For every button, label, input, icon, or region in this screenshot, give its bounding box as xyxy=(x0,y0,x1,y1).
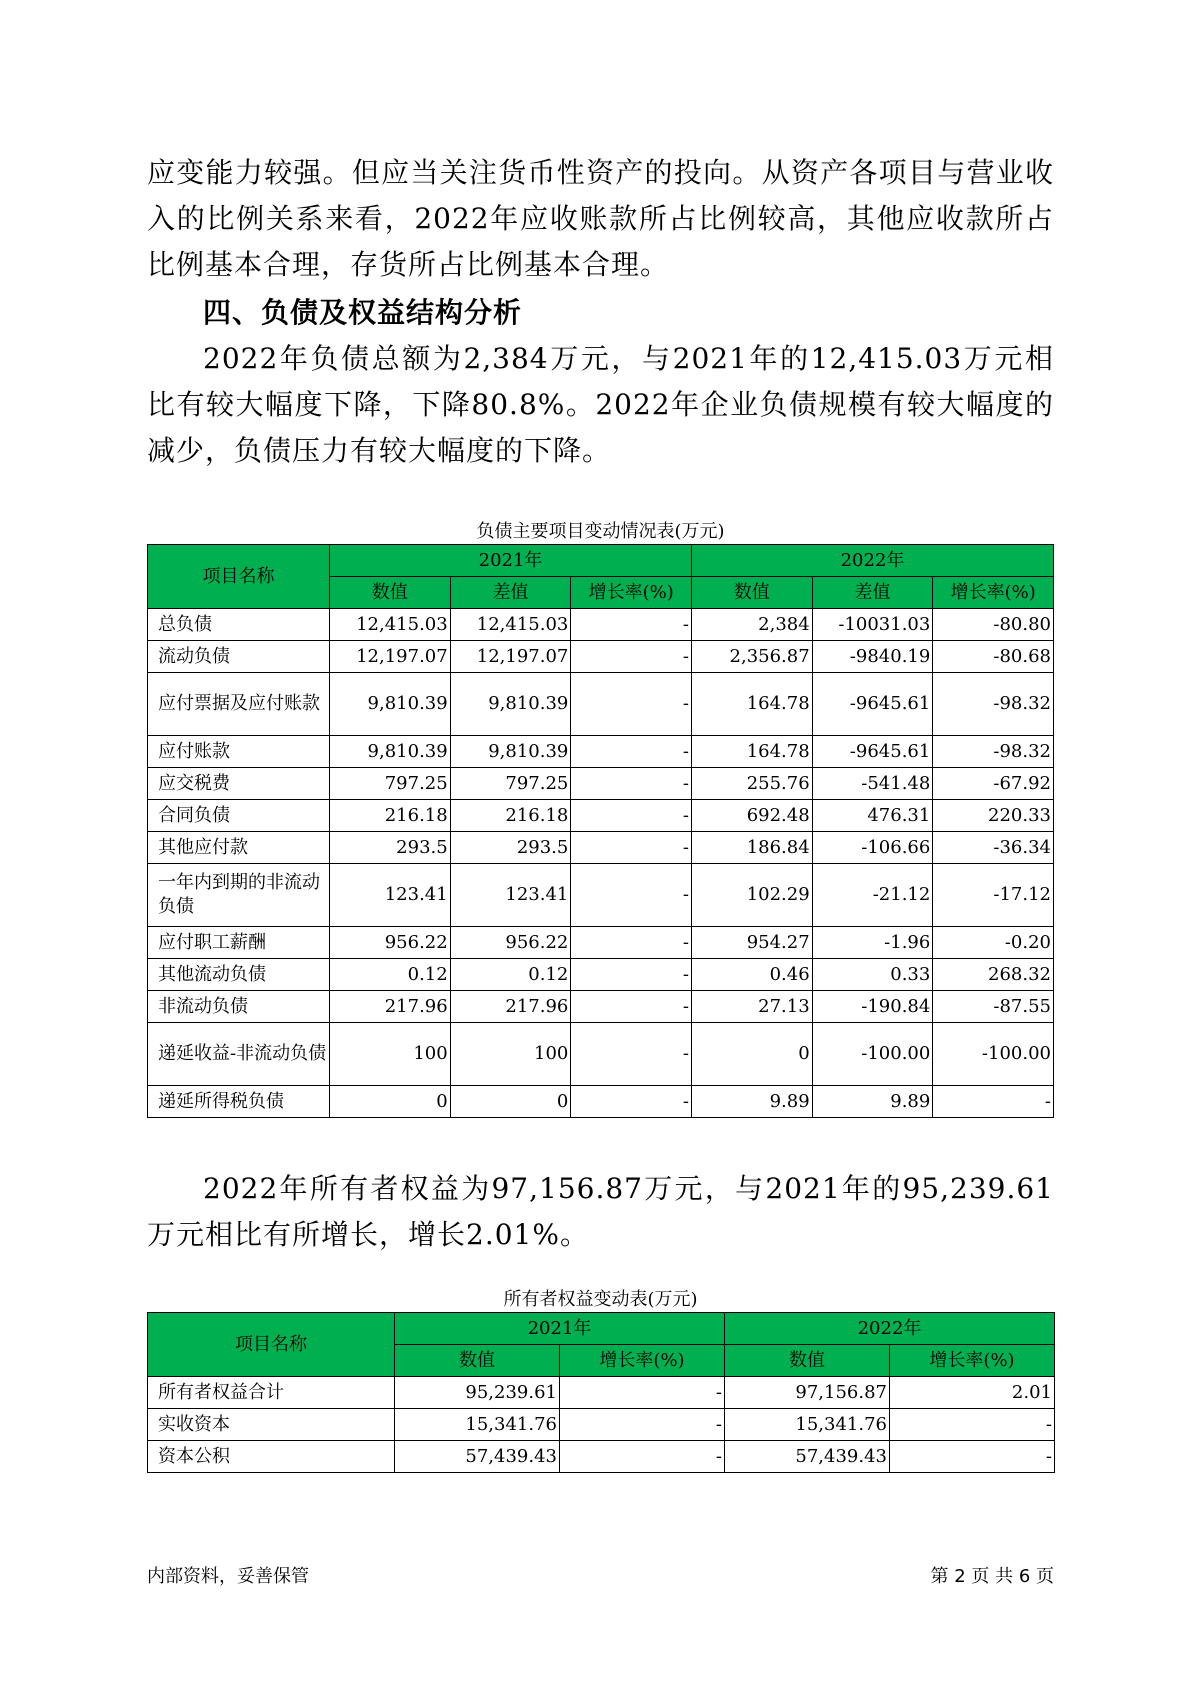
row-name: 一年内到期的非流动负债 xyxy=(148,864,330,927)
row-name: 总负债 xyxy=(148,609,330,641)
growth-2021: - xyxy=(560,1409,725,1441)
growth-2021: - xyxy=(571,800,692,832)
diff-2021: 293.5 xyxy=(450,832,571,864)
row-name: 非流动负债 xyxy=(148,991,330,1023)
diff-2022: 476.31 xyxy=(812,800,933,832)
value-2022: 9.89 xyxy=(692,1086,813,1118)
header-year-2021: 2021年 xyxy=(330,545,692,577)
table-row xyxy=(148,768,1054,800)
growth-2021: - xyxy=(571,1023,692,1086)
growth-2022: -36.34 xyxy=(933,832,1054,864)
diff-2022: -10031.03 xyxy=(812,609,933,641)
header-diff-2022: 差值 xyxy=(812,577,933,609)
table-row xyxy=(148,1409,1055,1441)
diff-2022: 9.89 xyxy=(812,1086,933,1118)
diff-2021: 0 xyxy=(450,1086,571,1118)
growth-2022: -80.68 xyxy=(933,641,1054,673)
diff-2021: 0.12 xyxy=(450,959,571,991)
row-name: 实收资本 xyxy=(148,1409,395,1441)
value-2021: 100 xyxy=(330,1023,451,1086)
growth-2021: - xyxy=(571,927,692,959)
value-2022: 0 xyxy=(692,1023,813,1086)
row-name: 合同负债 xyxy=(148,800,330,832)
value-2022: 255.76 xyxy=(692,768,813,800)
row-name: 其他流动负债 xyxy=(148,959,330,991)
growth-2022: -80.80 xyxy=(933,609,1054,641)
growth-2022: -98.32 xyxy=(933,673,1054,736)
diff-2022: -9645.61 xyxy=(812,736,933,768)
equity-table xyxy=(147,1312,1055,1473)
value-2022: 27.13 xyxy=(692,991,813,1023)
growth-2021: - xyxy=(560,1441,725,1473)
value-2022: 2,384 xyxy=(692,609,813,641)
diff-2022: 0.33 xyxy=(812,959,933,991)
table-row xyxy=(148,641,1054,673)
growth-2021: - xyxy=(571,641,692,673)
growth-2022: - xyxy=(890,1409,1055,1441)
table-row xyxy=(148,991,1054,1023)
liability-table xyxy=(147,544,1054,1118)
growth-2022: -17.12 xyxy=(933,864,1054,927)
diff-2022: -1.96 xyxy=(812,927,933,959)
row-name: 递延所得税负债 xyxy=(148,1086,330,1118)
value-2021: 0.12 xyxy=(330,959,451,991)
value-2022: 2,356.87 xyxy=(692,641,813,673)
value-2021: 95,239.61 xyxy=(395,1377,560,1409)
value-2022: 164.78 xyxy=(692,736,813,768)
header-growth-2021: 增长率(%) xyxy=(571,577,692,609)
equity-header-value-2021: 数值 xyxy=(395,1345,560,1377)
value-2021: 15,341.76 xyxy=(395,1409,560,1441)
value-2022: 97,156.87 xyxy=(725,1377,890,1409)
value-2021: 57,439.43 xyxy=(395,1441,560,1473)
growth-2021: - xyxy=(571,832,692,864)
diff-2022: -190.84 xyxy=(812,991,933,1023)
diff-2021: 9,810.39 xyxy=(450,673,571,736)
growth-2022: -100.00 xyxy=(933,1023,1054,1086)
liability-table-caption: 负债主要项目变动情况表(万元) xyxy=(476,521,725,542)
diff-2022: -9840.19 xyxy=(812,641,933,673)
row-name: 资本公积 xyxy=(148,1441,395,1473)
diff-2021: 956.22 xyxy=(450,927,571,959)
growth-2021: - xyxy=(571,736,692,768)
row-name: 递延收益-非流动负债 xyxy=(148,1023,330,1086)
table-row xyxy=(148,673,1054,736)
growth-2022: - xyxy=(890,1441,1055,1473)
liability-paragraph: 2022年负债总额为2,384万元，与2021年的12,415.03万元相比有较大幅度下降，下降80.8%。2022年企业负债规模有较大幅度的减少，负债压力有较大幅度的下降。 xyxy=(147,342,1054,467)
growth-2021: - xyxy=(560,1377,725,1409)
equity-header-year-2021: 2021年 xyxy=(395,1313,725,1345)
value-2022: 57,439.43 xyxy=(725,1441,890,1473)
value-2021: 9,810.39 xyxy=(330,736,451,768)
page-footer xyxy=(147,1562,1054,1588)
value-2022: 0.46 xyxy=(692,959,813,991)
table-row xyxy=(148,1086,1054,1118)
row-name: 应交税费 xyxy=(148,768,330,800)
value-2021: 797.25 xyxy=(330,768,451,800)
value-2021: 12,415.03 xyxy=(330,609,451,641)
diff-2021: 100 xyxy=(450,1023,571,1086)
row-name: 流动负债 xyxy=(148,641,330,673)
value-2022: 164.78 xyxy=(692,673,813,736)
row-name: 其他应付款 xyxy=(148,832,330,864)
value-2021: 217.96 xyxy=(330,991,451,1023)
value-2021: 12,197.07 xyxy=(330,641,451,673)
table-row xyxy=(148,736,1054,768)
table-row xyxy=(148,1441,1055,1473)
growth-2022: 2.01 xyxy=(890,1377,1055,1409)
growth-2021: - xyxy=(571,959,692,991)
diff-2021: 12,415.03 xyxy=(450,609,571,641)
equity-header-growth-2022: 增长率(%) xyxy=(890,1345,1055,1377)
table-row xyxy=(148,832,1054,864)
equity-header-growth-2021: 增长率(%) xyxy=(560,1345,725,1377)
value-2022: 692.48 xyxy=(692,800,813,832)
diff-2021: 217.96 xyxy=(450,991,571,1023)
equity-paragraph: 2022年所有者权益为97,156.87万元，与2021年的95,239.61万元相比有所增长，增长2.01%。 xyxy=(147,1172,1054,1251)
table-row xyxy=(148,864,1054,927)
value-2022: 186.84 xyxy=(692,832,813,864)
row-name: 所有者权益合计 xyxy=(148,1377,395,1409)
equity-table-caption: 所有者权益变动表(万元) xyxy=(503,1289,698,1310)
value-2021: 216.18 xyxy=(330,800,451,832)
header-value-2022: 数值 xyxy=(692,577,813,609)
value-2021: 956.22 xyxy=(330,927,451,959)
diff-2022: -100.00 xyxy=(812,1023,933,1086)
value-2022: 15,341.76 xyxy=(725,1409,890,1441)
growth-2021: - xyxy=(571,768,692,800)
diff-2022: -9645.61 xyxy=(812,673,933,736)
diff-2021: 216.18 xyxy=(450,800,571,832)
value-2021: 123.41 xyxy=(330,864,451,927)
value-2021: 293.5 xyxy=(330,832,451,864)
intro-paragraph: 应变能力较强。但应当关注货币性资产的投向。从资产各项目与营业收入的比例关系来看，2022年应收账款所占比例较高，其他应收款所占比例基本合理，存货所占比例基本合理。 xyxy=(147,156,1054,281)
equity-header-year-2022: 2022年 xyxy=(725,1313,1055,1345)
growth-2021: - xyxy=(571,609,692,641)
header-item-name: 项目名称 xyxy=(148,545,330,609)
growth-2022: 268.32 xyxy=(933,959,1054,991)
value-2022: 102.29 xyxy=(692,864,813,927)
table-row xyxy=(148,1023,1054,1086)
row-name: 应付账款 xyxy=(148,736,330,768)
diff-2021: 9,810.39 xyxy=(450,736,571,768)
growth-2021: - xyxy=(571,673,692,736)
header-growth-2022: 增长率(%) xyxy=(933,577,1054,609)
value-2021: 9,810.39 xyxy=(330,673,451,736)
table-row xyxy=(148,609,1054,641)
growth-2022: -98.32 xyxy=(933,736,1054,768)
diff-2022: -21.12 xyxy=(812,864,933,927)
value-2022: 954.27 xyxy=(692,927,813,959)
table-row xyxy=(148,927,1054,959)
growth-2022: -67.92 xyxy=(933,768,1054,800)
footer-confidential-note: 内部资料，妥善保管 xyxy=(147,1566,309,1587)
growth-2022: -87.55 xyxy=(933,991,1054,1023)
header-diff-2021: 差值 xyxy=(450,577,571,609)
section-heading: 四、负债及权益结构分析 xyxy=(203,296,523,329)
growth-2022: -0.20 xyxy=(933,927,1054,959)
header-year-2022: 2022年 xyxy=(692,545,1054,577)
growth-2021: - xyxy=(571,991,692,1023)
row-name: 应付职工薪酬 xyxy=(148,927,330,959)
table-row xyxy=(148,1377,1055,1409)
value-2021: 0 xyxy=(330,1086,451,1118)
diff-2021: 797.25 xyxy=(450,768,571,800)
row-name: 应付票据及应付账款 xyxy=(148,673,330,736)
growth-2022: 220.33 xyxy=(933,800,1054,832)
equity-header-value-2022: 数值 xyxy=(725,1345,890,1377)
diff-2022: -541.48 xyxy=(812,768,933,800)
growth-2021: - xyxy=(571,864,692,927)
diff-2022: -106.66 xyxy=(812,832,933,864)
table-row xyxy=(148,800,1054,832)
growth-2021: - xyxy=(571,1086,692,1118)
document-page xyxy=(147,150,1054,1473)
table-row xyxy=(148,959,1054,991)
diff-2021: 123.41 xyxy=(450,864,571,927)
footer-page-number: 第 2 页 共 6 页 xyxy=(930,1566,1054,1587)
growth-2022: - xyxy=(933,1086,1054,1118)
diff-2021: 12,197.07 xyxy=(450,641,571,673)
header-value-2021: 数值 xyxy=(330,577,451,609)
equity-header-item-name: 项目名称 xyxy=(148,1313,395,1377)
